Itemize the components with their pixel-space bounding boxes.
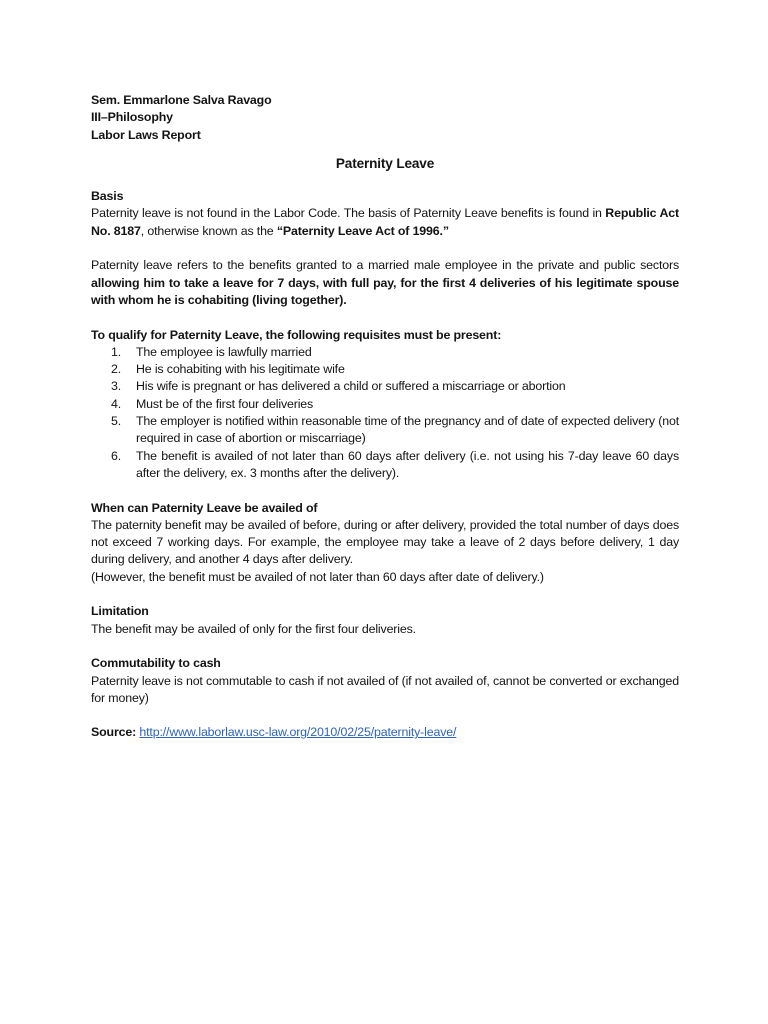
- leave-terms-bold: allowing him to take a leave for 7 days, with full pay, for the first 4 deliveries of his legitimate spouse with whom he is cohabiting (living together).: [91, 275, 679, 307]
- list-item: [111, 378, 679, 395]
- list-item-text: The benefit is availed of not later than 60 days after delivery (i.e. not using his 7-day leave 60 days after the delivery, ex. 3 months after the delivery).: [136, 448, 679, 480]
- when-heading: When can Paternity Leave be availed of: [91, 500, 318, 515]
- requisites-intro: To qualify for Paternity Leave, the following requisites must be present:: [91, 327, 502, 342]
- list-item: [111, 361, 679, 378]
- list-number: 2.: [111, 362, 122, 377]
- limitation-heading: Limitation: [91, 604, 149, 619]
- basis-paragraph-2: [91, 257, 679, 309]
- list-item-text: His wife is pregnant or has delivered a child or suffered a miscarriage or abortion: [136, 379, 566, 394]
- list-number: 4.: [111, 396, 122, 411]
- list-item-text: The employer is notified within reasonable time of the pregnancy and of date of expected delivery (not required in case of abortion or miscarriage): [136, 414, 679, 446]
- list-number: 1.: [111, 344, 122, 359]
- list-item-text: He is cohabiting with his legitimate wife: [136, 362, 345, 377]
- republic-act-bold: Republic Act No. 8187: [91, 206, 679, 238]
- list-item: [111, 448, 679, 483]
- commutability-text: Paternity leave is not commutable to cash if not availed of (if not availed of, cannot be converted or exchanged for money): [91, 673, 679, 705]
- list-number: 5.: [111, 414, 122, 429]
- list-number: 3.: [111, 379, 122, 394]
- report-name: Labor Laws Report: [91, 127, 201, 142]
- act-name-bold: “Paternity Leave Act of 1996.”: [276, 223, 449, 238]
- basis-paragraph-1: [91, 205, 679, 240]
- limitation-text: The benefit may be availed of only for the first four deliveries.: [91, 621, 416, 636]
- list-item: [111, 396, 679, 413]
- when-note: (However, the benefit must be availed of not later than 60 days after date of delivery.): [91, 569, 544, 584]
- when-paragraph: The paternity benefit may be availed of before, during or after delivery, provided the total number of days does not exceed 7 working days. For example, the employee may take a leave of 2 days before delivery, 1 day during delivery, and another 4 days after delivery.: [91, 517, 679, 567]
- document-page: [91, 92, 679, 742]
- list-number: 6.: [111, 448, 122, 463]
- list-item-text: The employee is lawfully married: [136, 344, 312, 359]
- commutability-heading: Commutability to cash: [91, 656, 221, 671]
- source-line: [91, 724, 679, 741]
- list-item-text: Must be of the first four deliveries: [136, 396, 314, 411]
- basis-p1-text: Paternity leave is not found in the Labor Code. The basis of Paternity Leave benefits is found in: [91, 206, 606, 221]
- document-title: Paternity Leave: [335, 155, 435, 171]
- list-item: [111, 413, 679, 448]
- basis-p1-text-2: , otherwise known as the: [140, 223, 277, 238]
- basis-heading: Basis: [91, 189, 124, 204]
- author-name: Sem. Emmarlone Salva Ravago: [91, 93, 272, 107]
- requisites-list: [91, 344, 679, 482]
- list-item: [111, 344, 679, 361]
- source-link[interactable]: http://www.laborlaw.usc-law.org/2010/02/25/paternity-leave/: [139, 725, 457, 740]
- source-label: Source:: [91, 725, 137, 740]
- basis-p2-text: Paternity leave refers to the benefits granted to a married male employee in the private and public sectors: [91, 258, 679, 273]
- course-name: III–Philosophy: [91, 110, 173, 125]
